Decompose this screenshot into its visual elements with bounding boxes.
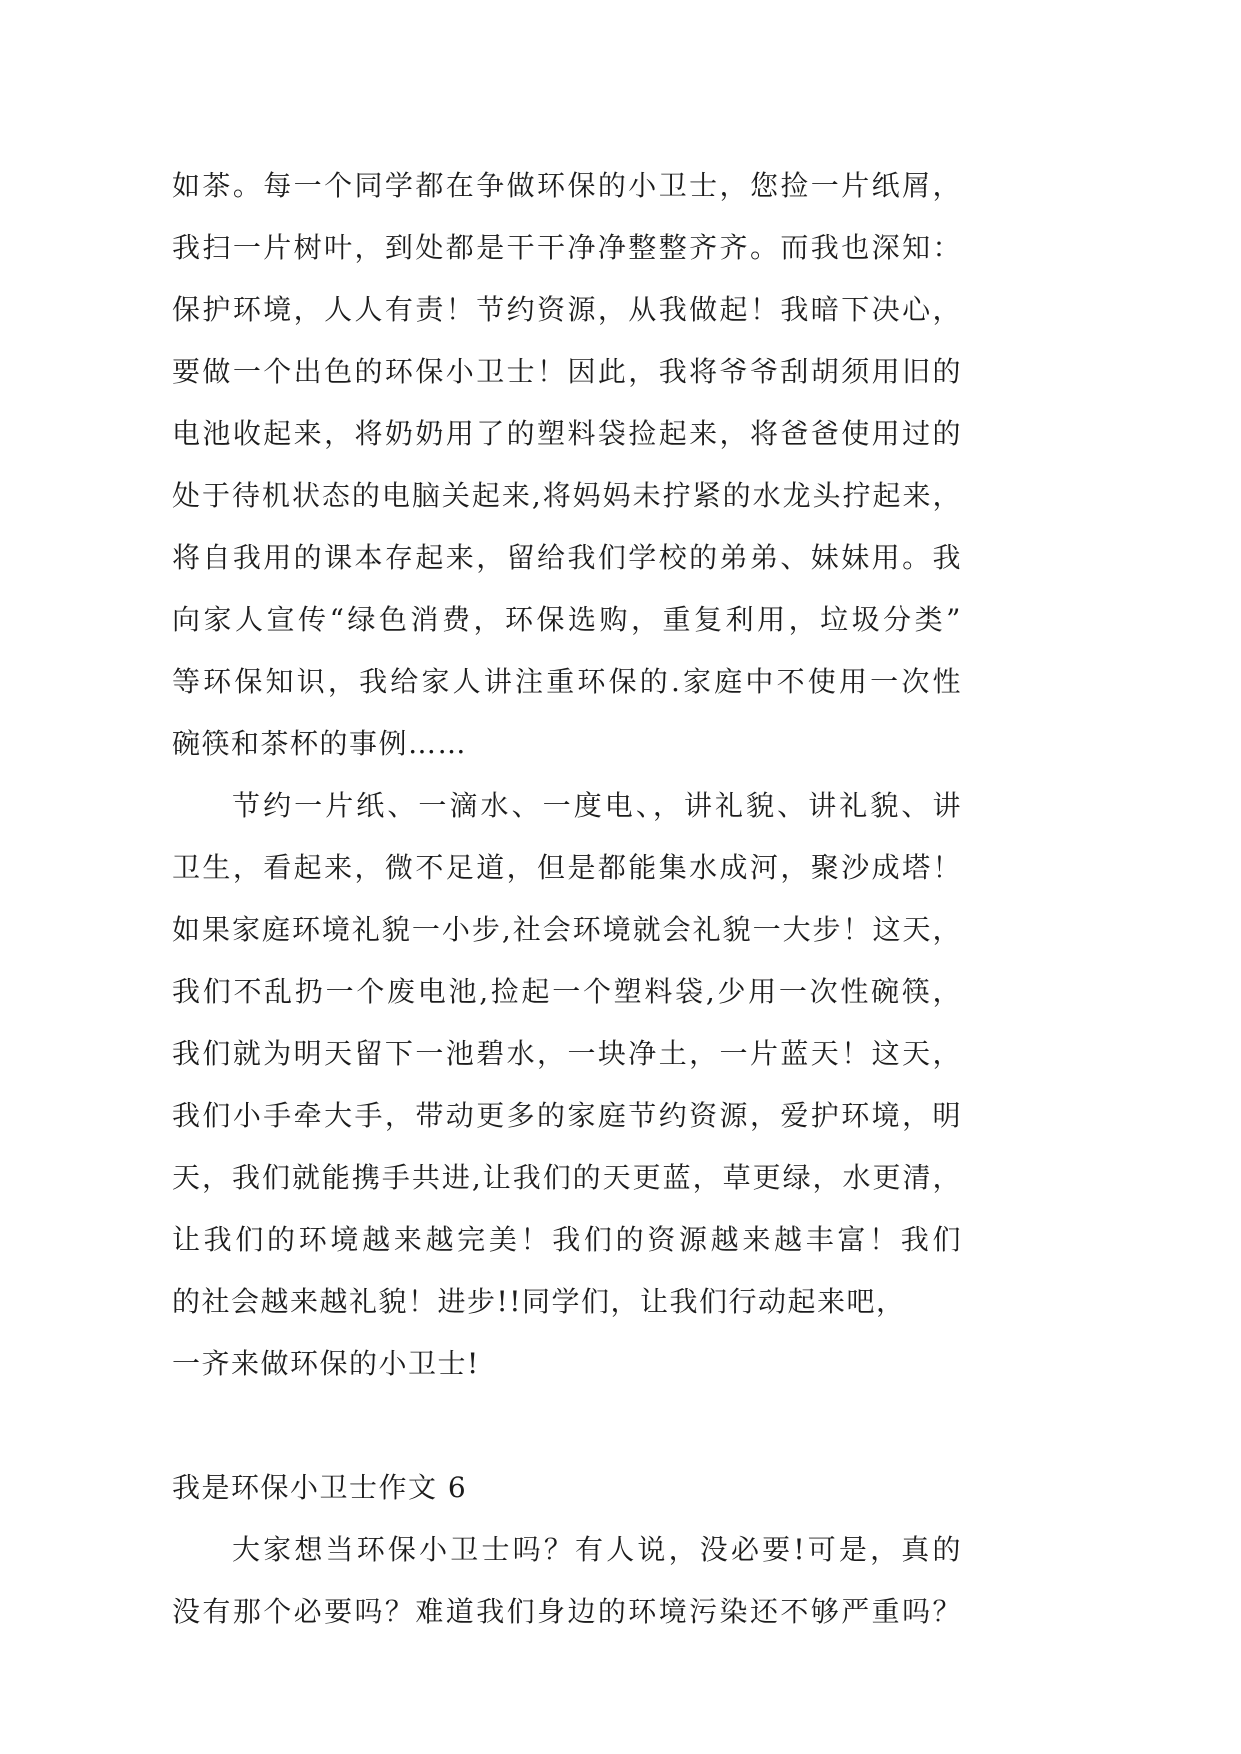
text-line: 天，我们就能携手共进,让我们的天更蓝，草更绿，水更清， [172, 1161, 962, 1194]
paragraph [172, 155, 962, 775]
text-line: 处于待机状态的电脑关起来,将妈妈未拧紧的水龙头拧起来， [172, 479, 962, 512]
text-line: 一齐来做环保的小卫士! [172, 1347, 480, 1380]
text-line: 保护环境，人人有责！节约资源，从我做起！我暗下决心， [172, 293, 962, 326]
text-line: 向家人宣传“绿色消费，环保选购，重复利用，垃圾分类” [172, 603, 962, 636]
paragraph [172, 1519, 962, 1643]
text-line: 碗筷和茶杯的事例…… [172, 727, 468, 760]
text-line: 如茶。每一个同学都在争做环保的小卫士，您捡一片纸屑， [172, 169, 962, 202]
paragraph [172, 775, 962, 1395]
text-line: 电池收起来，将奶奶用了的塑料袋捡起来，将爸爸使用过的 [172, 417, 962, 450]
text-line: 没有那个必要吗？难道我们身边的环境污染还不够严重吗？ [172, 1595, 962, 1628]
text-line: 卫生，看起来，微不足道，但是都能集水成河，聚沙成塔！ [172, 851, 962, 884]
text-line: 将自我用的课本存起来，留给我们学校的弟弟、妹妹用。我 [172, 541, 962, 574]
text-line: 我们小手牵大手，带动更多的家庭节约资源，爱护环境，明 [172, 1099, 962, 1132]
text-line: 的社会越来越礼貌！进步!!同学们，让我们行动起来吧， [172, 1285, 906, 1318]
text-line: 大家想当环保小卫士吗？有人说，没必要!可是，真的 [232, 1533, 962, 1566]
text-line: 我们就为明天留下一池碧水，一块净土，一片蓝天！这天， [172, 1037, 962, 1070]
essay-title: 我是环保小卫士作文 6 [172, 1471, 468, 1504]
text-line: 我扫一片树叶，到处都是干干净净整整齐齐。而我也深知： [172, 231, 962, 264]
text-line: 要做一个出色的环保小卫士！因此，我将爷爷刮胡须用旧的 [172, 355, 962, 388]
text-line: 等环保知识，我给家人讲注重环保的.家庭中不使用一次性 [172, 665, 962, 698]
blank-line [172, 1395, 962, 1457]
text-line: 如果家庭环境礼貌一小步,社会环境就会礼貌一大步！这天， [172, 913, 962, 946]
text-line: 节约一片纸、一滴水、一度电、，讲礼貌、讲礼貌、讲 [232, 789, 962, 822]
text-line: 我们不乱扔一个废电池,捡起一个塑料袋,少用一次性碗筷， [172, 975, 962, 1008]
document-body [172, 155, 962, 1643]
text-line: 让我们的环境越来越完美！我们的资源越来越丰富！我们 [172, 1223, 962, 1256]
